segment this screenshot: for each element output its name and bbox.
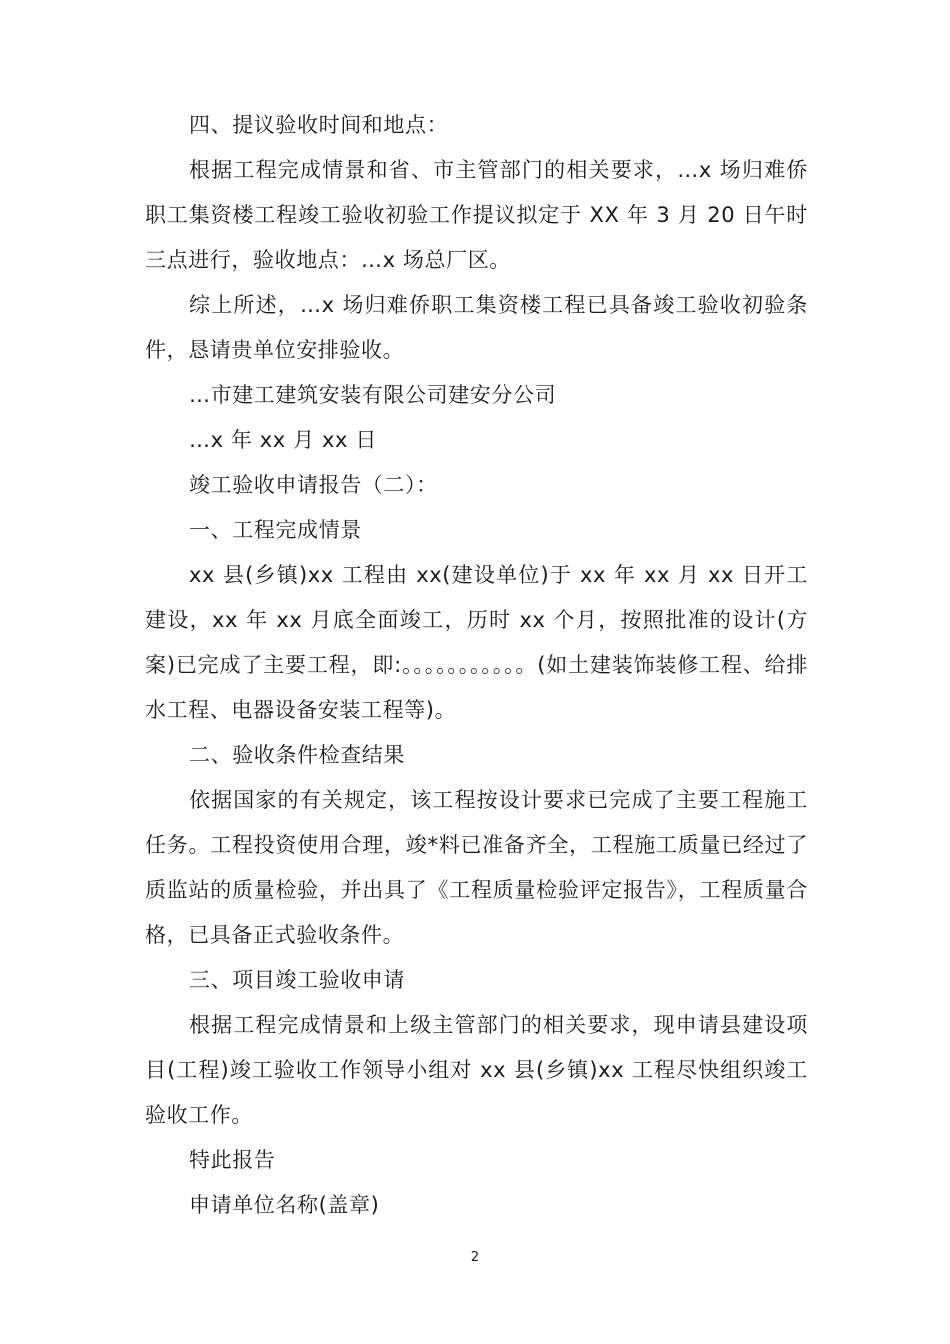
section-heading-inspection-results: 二、验收条件检查结果	[189, 743, 405, 767]
signature-date: …x 年 xx 月 xx 日	[189, 428, 377, 452]
company-signature: …市建工建筑安装有限公司建安分公司	[189, 383, 557, 407]
report-title-part-two: 竣工验收申请报告（二）：	[189, 473, 438, 497]
section-heading-acceptance-time-place: 四、提议验收时间和地点：	[189, 113, 449, 137]
paragraph-inspection-results: 依据国家的有关规定，该工程按设计要求已完成了主要工程施工任务。工程投资使用合理，竣*料已准备齐全，工程施工质量已经过了质监站的质量检验，并出具了《工程质量检验评定报告》，工程质量合格，已具备正式验收条件。	[145, 788, 808, 947]
paragraph-summary: 综上所述，…x 场归难侨职工集资楼工程已具备竣工验收初验条件，恳请贵单位安排验收。	[145, 293, 808, 362]
paragraph-completion-details: xx 县(乡镇)xx 工程由 xx(建设单位)于 xx 年 xx 月 xx 日开工建设，xx 年 xx 月底全面竣工，历时 xx 个月，按照批准的设计(方案)已完成了主要工程，即:。。。。。。。。。。。(如土建装饰装修工程、给排水工程、电器设备安装工程等)。	[145, 563, 808, 722]
paragraph-proposed-time: 根据工程完成情景和省、市主管部门的相关要求，…x 场归难侨职工集资楼工程竣工验收初验工作提议拟定于 XX 年 3 月 20 日午时三点进行，验收地点：…x 场总厂区。	[145, 158, 808, 272]
section-heading-application: 三、项目竣工验收申请	[189, 968, 405, 992]
paragraph-application: 根据工程完成情景和上级主管部门的相关要求，现申请县建设项目(工程)竣工验收工作领导小组对 xx 县(乡镇)xx 工程尽快组织竣工验收工作。	[145, 1013, 808, 1127]
document-body	[145, 103, 808, 1228]
section-heading-completion: 一、工程完成情景	[189, 518, 362, 542]
page-number: 2	[470, 1250, 480, 1265]
closing-phrase: 特此报告	[189, 1148, 276, 1172]
applicant-name-seal: 申请单位名称(盖章)	[189, 1193, 380, 1217]
